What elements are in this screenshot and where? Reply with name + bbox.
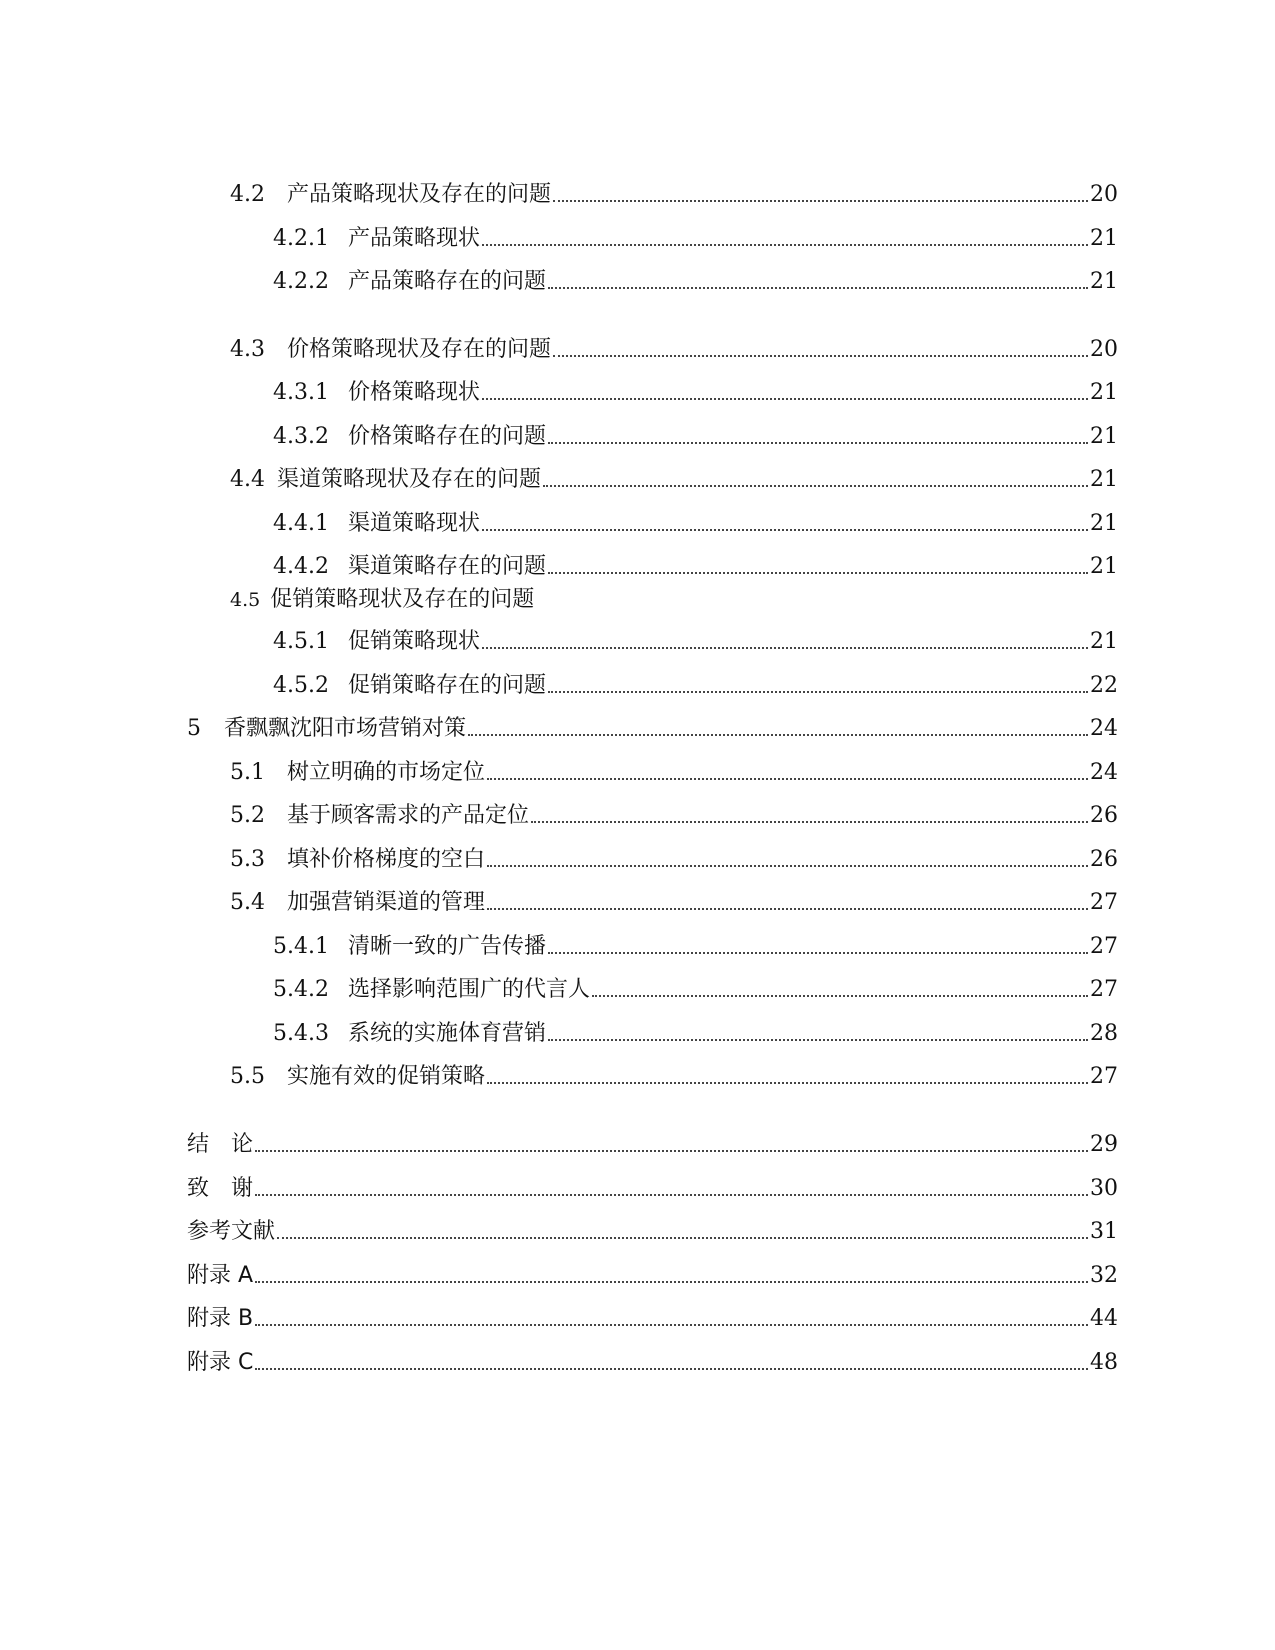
toc-entry-number: 5.1	[230, 760, 265, 785]
toc-entry[interactable]	[273, 625, 1118, 655]
toc-entry[interactable]	[273, 550, 1118, 580]
toc-leader-dots	[548, 442, 1088, 444]
toc-entry-page: 48	[1090, 1350, 1118, 1375]
toc-leader-dots	[277, 1237, 1088, 1239]
toc-entry-number: 4.2.1	[273, 226, 329, 251]
toc-entry-page: 26	[1090, 847, 1118, 872]
toc-entry[interactable]	[273, 507, 1118, 537]
toc-entry-number: 4.5.1	[273, 629, 329, 654]
toc-chapter-entry[interactable]	[187, 1302, 1118, 1332]
toc-entry-title: 选择影响范围广的代言人	[348, 977, 591, 1002]
toc-entry[interactable]	[273, 1017, 1118, 1047]
toc-entry-number: 5	[187, 716, 201, 741]
toc-entry-title: 产品策略现状及存在的问题	[287, 182, 552, 207]
toc-entry[interactable]	[273, 265, 1118, 295]
toc-leader-dots	[531, 821, 1088, 823]
toc-chapter-entry[interactable]	[187, 1346, 1118, 1376]
toc-entry-title: 促销策略现状	[348, 629, 481, 654]
toc-entry-page: 44	[1090, 1306, 1118, 1331]
toc-entry-title: 渠道策略现状及存在的问题	[277, 467, 542, 492]
toc-entry-page: 21	[1090, 467, 1118, 492]
toc-chapter-entry[interactable]	[187, 1259, 1118, 1289]
toc-entry-number: 4.3.2	[273, 424, 329, 449]
toc-entry-title: 香飘飘沈阳市场营销对策	[224, 716, 467, 741]
toc-leader-dots	[548, 287, 1088, 289]
toc-entry-title: 渠道策略现状	[348, 511, 481, 536]
toc-entry-number: 5.3	[230, 847, 265, 872]
toc-entry[interactable]	[230, 756, 1118, 786]
toc-leader-dots	[255, 1194, 1088, 1196]
toc-entry[interactable]	[230, 463, 1118, 493]
toc-entry-number: 4.2	[230, 182, 265, 207]
toc-entry-number: 4.3	[230, 337, 265, 362]
toc-entry-number: 5.5	[230, 1064, 265, 1089]
toc-entry[interactable]	[273, 669, 1118, 699]
toc-entry-number: 4.4.2	[273, 554, 329, 579]
toc-entry-title: 产品策略存在的问题	[348, 269, 547, 294]
toc-entry-page: 27	[1090, 1064, 1118, 1089]
toc-leader-dots	[548, 691, 1088, 693]
toc-entry-number: 5.4.3	[273, 1021, 329, 1046]
toc-leader-dots	[548, 952, 1088, 954]
toc-entry-page: 31	[1090, 1219, 1118, 1244]
toc-entry[interactable]	[273, 973, 1118, 1003]
toc-entry-page: 32	[1090, 1263, 1118, 1288]
toc-entry-title: 渠道策略存在的问题	[348, 554, 547, 579]
toc-entry-title: 实施有效的促销策略	[287, 1064, 486, 1089]
toc-entry-page: 20	[1090, 337, 1118, 362]
toc-entry-number: 5.4.2	[273, 977, 329, 1002]
toc-entry-page: 21	[1090, 226, 1118, 251]
toc-entry[interactable]	[273, 376, 1118, 406]
toc-entry[interactable]	[230, 583, 1118, 613]
toc-entry-page: 21	[1090, 424, 1118, 449]
toc-entry-number: 5.4.1	[273, 934, 329, 959]
toc-entry-page: 30	[1090, 1176, 1118, 1201]
toc-leader-dots	[487, 1082, 1088, 1084]
toc-leader-dots	[487, 778, 1088, 780]
toc-entry-title: 清晰一致的广告传播	[348, 934, 547, 959]
toc-entry-title: 填补价格梯度的空白	[287, 847, 486, 872]
toc-entry-title: 基于顾客需求的产品定位	[287, 803, 530, 828]
toc-chapter-entry[interactable]	[187, 1172, 1118, 1202]
toc-entry-number: 5.2	[230, 803, 265, 828]
toc-entry-title: 价格策略现状及存在的问题	[287, 337, 552, 362]
toc-entry-page: 29	[1090, 1132, 1118, 1157]
toc-entry[interactable]	[273, 222, 1118, 252]
toc-entry-title: 树立明确的市场定位	[287, 760, 486, 785]
toc-entry-number: 4.3.1	[273, 380, 329, 405]
toc-leader-dots	[543, 485, 1088, 487]
toc-leader-dots	[255, 1150, 1088, 1152]
toc-entry-title: 附录 A	[187, 1263, 254, 1288]
toc-leader-dots	[553, 200, 1088, 202]
toc-entry-page: 27	[1090, 977, 1118, 1002]
toc-entry-number: 4.4	[230, 467, 265, 492]
toc-entry-number: 4.5	[230, 589, 261, 611]
toc-entry-title: 参考文献	[187, 1219, 276, 1244]
toc-leader-dots	[487, 908, 1088, 910]
toc-leader-dots	[482, 647, 1088, 649]
toc-entry-page: 24	[1090, 716, 1118, 741]
toc-entry[interactable]	[273, 420, 1118, 450]
toc-entry-title: 价格策略存在的问题	[348, 424, 547, 449]
toc-leader-dots	[487, 865, 1088, 867]
toc-entry-title: 加强营销渠道的管理	[287, 890, 486, 915]
toc-leader-dots	[255, 1281, 1088, 1283]
toc-entry[interactable]	[273, 930, 1118, 960]
toc-leader-dots	[592, 995, 1088, 997]
toc-entry-title: 价格策略现状	[348, 380, 481, 405]
toc-entry[interactable]	[230, 843, 1118, 873]
toc-leader-dots	[255, 1368, 1088, 1370]
toc-entry-number: 4.2.2	[273, 269, 329, 294]
toc-entry-page: 26	[1090, 803, 1118, 828]
toc-entry[interactable]	[230, 886, 1118, 916]
toc-entry[interactable]	[230, 1060, 1118, 1090]
toc-entry-title: 系统的实施体育营销	[348, 1021, 547, 1046]
toc-leader-dots	[482, 529, 1088, 531]
toc-entry-page: 20	[1090, 182, 1118, 207]
toc-chapter-entry[interactable]	[187, 712, 1118, 742]
toc-entry-title: 致 谢	[187, 1176, 254, 1201]
toc-leader-dots	[468, 734, 1088, 736]
toc-leader-dots	[482, 398, 1088, 400]
toc-entry-page: 21	[1090, 629, 1118, 654]
toc-chapter-entry[interactable]	[187, 1128, 1118, 1158]
toc-entry[interactable]	[230, 333, 1118, 363]
toc-entry-page: 21	[1090, 380, 1118, 405]
toc-entry-page: 28	[1090, 1021, 1118, 1046]
toc-entry-page: 27	[1090, 934, 1118, 959]
toc-entry-page: 21	[1090, 554, 1118, 579]
toc-leader-dots	[255, 1324, 1088, 1326]
toc-entry-title: 附录 B	[187, 1306, 254, 1331]
toc-entry-title: 促销策略存在的问题	[348, 673, 547, 698]
toc-entry-page: 21	[1090, 269, 1118, 294]
toc-entry-number: 4.4.1	[273, 511, 329, 536]
toc-entry-title: 结 论	[187, 1132, 254, 1157]
toc-entry-number: 4.5.2	[273, 673, 329, 698]
toc-entry-page: 21	[1090, 511, 1118, 536]
toc-entry-page: 24	[1090, 760, 1118, 785]
toc-entry-page: 22	[1090, 673, 1118, 698]
toc-chapter-entry[interactable]	[187, 1215, 1118, 1245]
toc-entry-number: 5.4	[230, 890, 265, 915]
toc-entry[interactable]	[230, 178, 1118, 208]
toc-entry[interactable]	[230, 799, 1118, 829]
toc-leader-dots	[482, 244, 1088, 246]
toc-leader-dots	[553, 355, 1088, 357]
toc-entry-title: 产品策略现状	[348, 226, 481, 251]
toc-leader-dots	[548, 1039, 1088, 1041]
toc-leader-dots	[548, 572, 1088, 574]
toc-entry-page: 27	[1090, 890, 1118, 915]
toc-entry-title: 促销策略现状及存在的问题	[270, 587, 535, 612]
toc-entry-title: 附录 C	[187, 1350, 254, 1375]
